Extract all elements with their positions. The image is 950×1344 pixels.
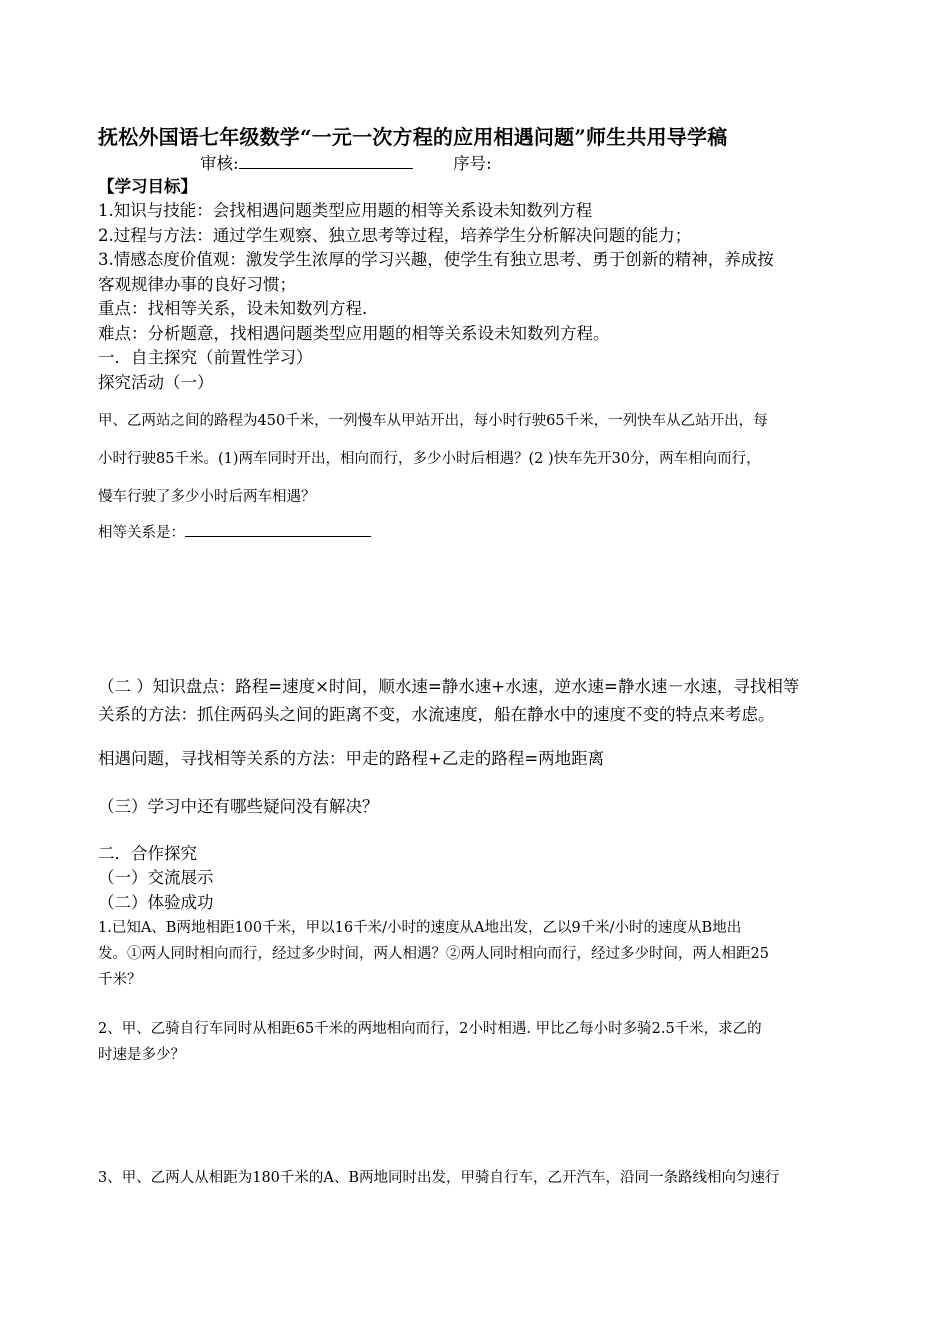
knowledge-line: 关系的方法：抓住两码头之间的距离不变，水流速度，船在静水中的速度不变的特点来考虑。: [98, 705, 775, 724]
equal-relation-blank: [185, 520, 371, 537]
equal-relation-label: 相等关系是：: [98, 525, 185, 541]
review-line: [200, 152, 492, 175]
exercise-3-line: 3、甲、乙两人从相距为180千米的A、B两地同时出发，甲骑自行车，乙开汽车，沿同一条路线相向匀速行: [98, 1170, 780, 1186]
problem-line: 甲、乙两站之间的路程为450千米，一列慢车从甲站开出，每小时行驶65千米，一列快车从乙站开出，每: [98, 413, 768, 429]
section-1-heading: 一．自主探究（前置性学习）: [98, 348, 313, 367]
problem-line: 小时行驶85千米。(1)两车同时开出，相向而行，多少小时后相遇？(2 )快车先开30分，两车相向而行，: [98, 451, 761, 467]
review-blank: [239, 152, 413, 169]
exercise-1-line: 1.已知A、B两地相距100千米，甲以16千米/小时的速度从A地出发，乙以9千米/小时的速度从B地出: [98, 920, 742, 936]
difficulty: 难点：分析题意，找相遇问题类型应用题的相等关系设未知数列方程。: [98, 324, 610, 343]
serial-label: 序号:: [453, 154, 492, 173]
exercise-2-line: 时速是多少？: [98, 1047, 185, 1063]
goal-line: 3.情感态度价值观：激发学生浓厚的学习兴趣，使学生有独立思考、勇于创新的精神，养成按: [98, 250, 774, 269]
subsection-exchange: （一）交流展示: [98, 868, 214, 887]
activity-1-heading: 探究活动（一）: [98, 373, 214, 392]
key-point: 重点：找相等关系，设未知数列方程.: [98, 299, 368, 318]
document-title: 抚松外国语七年级数学“一元一次方程的应用相遇问题”师生共用导学稿: [98, 125, 728, 149]
subsection-experience: （二）体验成功: [98, 893, 214, 912]
knowledge-line: （二 ）知识盘点：路程=速度×时间，顺水速=静水速+水速，逆水速=静水速－水速，寻找相等: [98, 677, 800, 696]
open-questions: （三）学习中还有哪些疑问没有解决？: [98, 797, 379, 816]
exercise-1-line: 发。①两人同时相向而行，经过多少时间，两人相遇？②两人同时相向而行，经过多少时间，两人相距25: [98, 946, 769, 962]
goal-line: 2.过程与方法：通过学生观察、独立思考等过程，培养学生分析解决问题的能力；: [98, 226, 692, 245]
goals-heading: 【学习目标】: [98, 177, 197, 196]
exercise-2-line: 2、甲、乙骑自行车同时从相距65千米的两地相向而行，2小时相遇. 甲比乙每小时多骑2.5千米，求乙的: [98, 1021, 762, 1037]
equal-relation-line: [98, 520, 371, 544]
problem-line: 慢车行驶了多少小时后两车相遇？: [98, 489, 316, 505]
section-2-heading: 二．合作探究: [98, 844, 197, 863]
exercise-1-line: 千米？: [98, 972, 142, 988]
goal-line: 客观规律办事的良好习惯；: [98, 275, 296, 294]
meeting-method: 相遇问题，寻找相等关系的方法：甲走的路程+乙走的路程=两地距离: [98, 749, 605, 768]
goal-line: 1.知识与技能：会找相遇问题类型应用题的相等关系设未知数列方程: [98, 201, 593, 220]
review-label: 审核:: [200, 154, 239, 173]
